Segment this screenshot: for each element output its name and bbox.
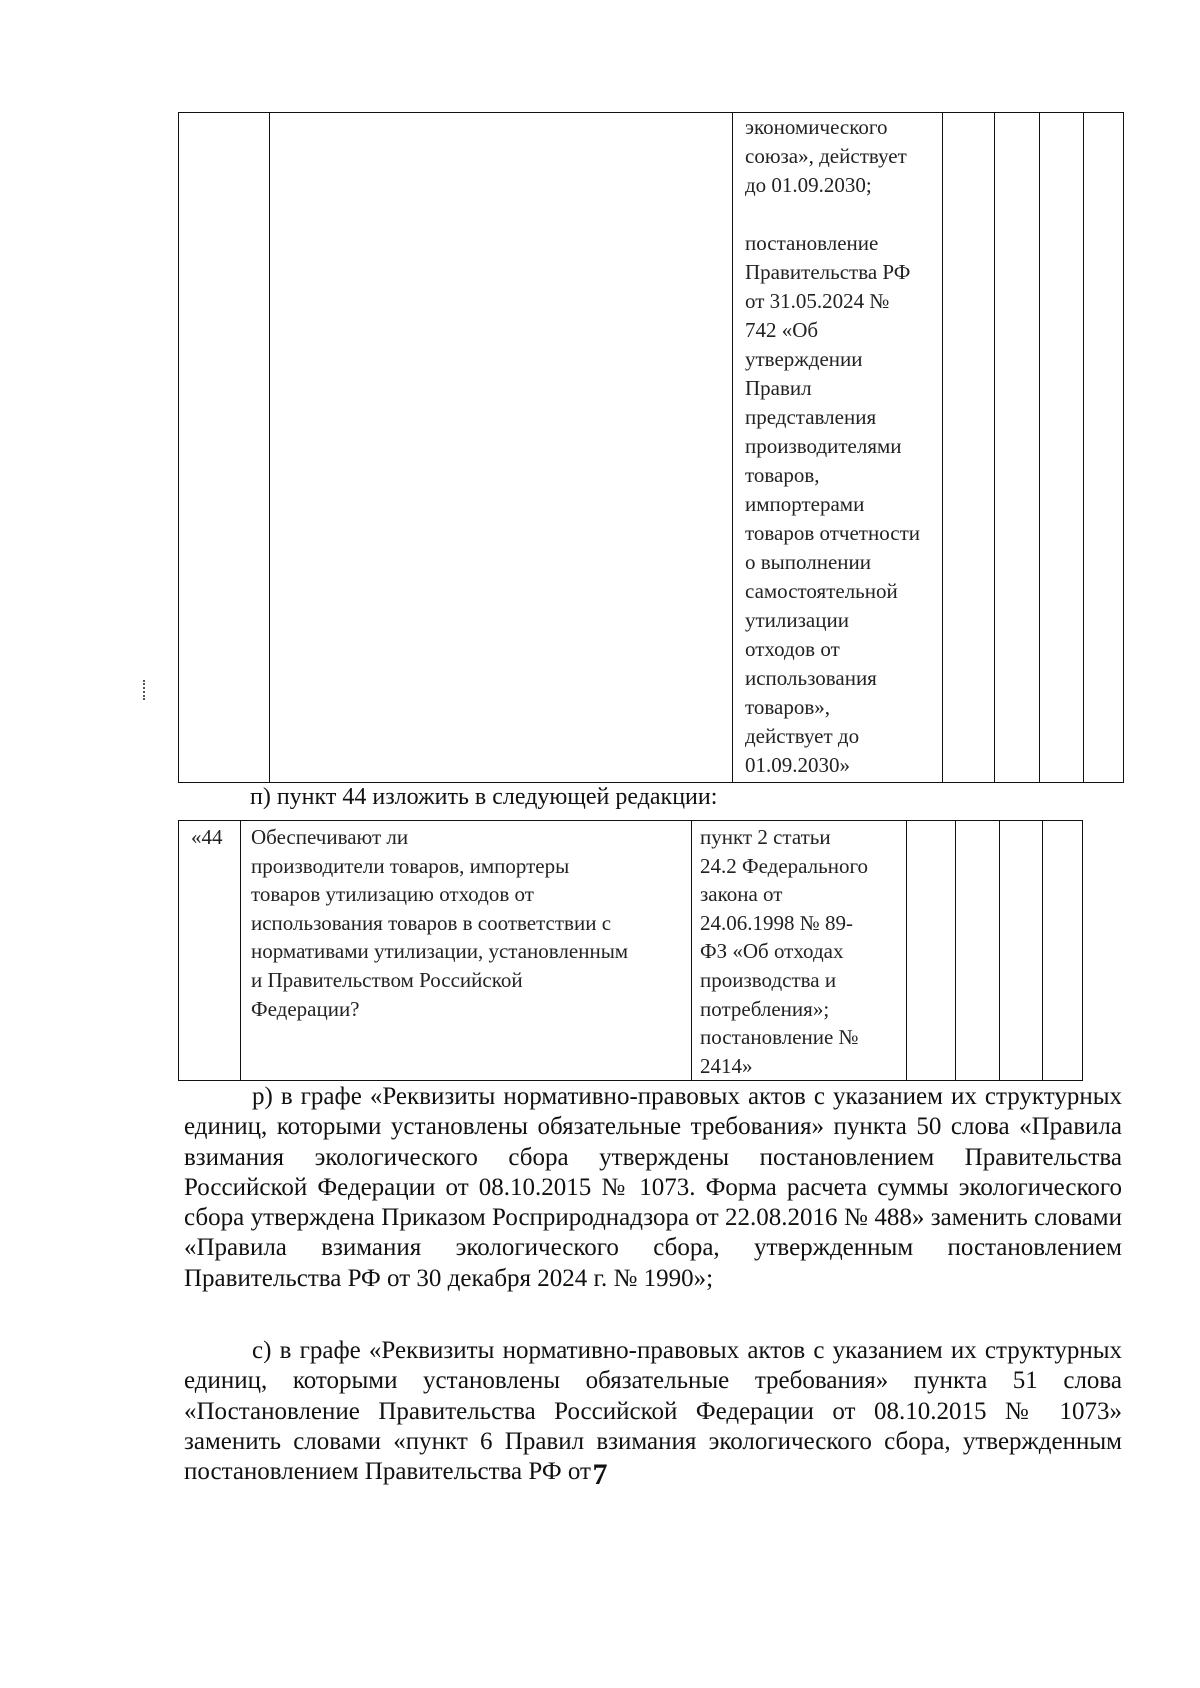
law-line: от 31.05.2024 № <box>745 289 890 313</box>
cell-empty <box>1043 821 1083 1081</box>
law-line: 742 «Об <box>745 318 819 342</box>
law-line: импортерами <box>745 492 865 516</box>
cell-empty <box>943 113 995 783</box>
law-line: 24.2 Федерального <box>700 853 869 878</box>
question-line: Обеспечивают ли <box>251 825 409 849</box>
law-line-gap <box>745 200 936 229</box>
question-line: нормативами утилизации, установленным <box>251 939 629 964</box>
cell-empty <box>1084 113 1124 783</box>
law-line: ФЗ «Об отходах <box>700 939 844 964</box>
cell-empty <box>1000 821 1043 1081</box>
law-line: представления <box>745 405 877 429</box>
law-line: постановление <box>745 231 879 255</box>
law-line: Правительства РФ <box>745 260 911 284</box>
law-line: постановление № <box>700 1025 859 1050</box>
law-line: союза», действует <box>745 144 907 168</box>
law-line: до 01.09.2030; <box>745 173 872 197</box>
law-line: экономического <box>745 115 888 139</box>
law-line: о выполнении <box>745 550 871 574</box>
law-line: товаров отчетности <box>745 521 920 545</box>
law-line: производства и <box>700 967 837 992</box>
question-line: и Правительством Российской <box>251 967 523 992</box>
law-line: 01.09.2030» <box>745 753 850 777</box>
requirements-table-item-44 <box>178 820 1083 1081</box>
law-line: закона от <box>700 882 783 907</box>
law-line: производителями <box>745 434 902 458</box>
cell-question <box>241 821 692 1081</box>
cell-number-empty <box>179 113 270 783</box>
margin-mark <box>143 680 147 700</box>
law-line: 24.06.1998 № 89- <box>700 910 854 935</box>
law-line: утилизации <box>745 608 849 632</box>
law-line: действует до <box>745 724 860 748</box>
cell-empty <box>956 821 1000 1081</box>
law-line: товаров, <box>745 463 820 487</box>
question-line: производители товаров, импортеры <box>251 853 570 878</box>
cell-empty <box>907 821 956 1081</box>
instruction-p: п) пункт 44 изложить в следующей редакции: <box>250 784 718 810</box>
cell-law-requisites <box>733 113 943 783</box>
law-line: Правил <box>745 376 812 400</box>
paragraph-r: р) в графе «Реквизиты нормативно-правовых актов с указанием их структурных единиц, которыми установлены обязательные требования» пункта 50 слова «Правила взимания экологического сбора утверждены постановлением Правительства Российской Федерации от 08.10.2015 № 1073. Форма расчета суммы экологического сбора утверждена Приказом Росприроднадзора от 22.08.2016 № 488» заменить словами «Правила взимания экологического сбора, утвержденным постановлением Правительства РФ от 30 декабря 2024 г. № 1990»; <box>184 1083 1122 1292</box>
cell-law-requisites <box>692 821 907 1081</box>
question-line: Федерации? <box>251 996 360 1021</box>
question-line: использования товаров в соответствии с <box>251 910 612 935</box>
paragraph-s: с) в графе «Реквизиты нормативно-правовых актов с указанием их структурных единиц, которыми установлены обязательные требования» пункта 51 слова «Постановление Правительства Российской Федерации от 08.10.2015 № 1073» заменить словами «пункт 6 Правил взимания экологического сбора, утвержденным постановлением Правительства РФ от <box>184 1337 1122 1486</box>
law-line: использования <box>745 666 877 690</box>
cell-item-number: «44 <box>179 821 241 1081</box>
law-line: потребления»; <box>700 996 830 1021</box>
law-line: утверждении <box>745 347 863 371</box>
law-line: самостоятельной <box>745 579 898 603</box>
cell-question-empty <box>270 113 733 783</box>
question-line: товаров утилизацию отходов от <box>251 882 534 907</box>
requirements-table-continued <box>178 112 1124 783</box>
law-line: 2414» <box>700 1053 753 1078</box>
law-line: товаров», <box>745 695 831 719</box>
cell-empty <box>995 113 1040 783</box>
law-line: пункт 2 статьи <box>700 825 831 849</box>
page-number: 7 <box>592 1458 608 1491</box>
cell-empty <box>1040 113 1084 783</box>
law-line: отходов от <box>745 637 840 661</box>
